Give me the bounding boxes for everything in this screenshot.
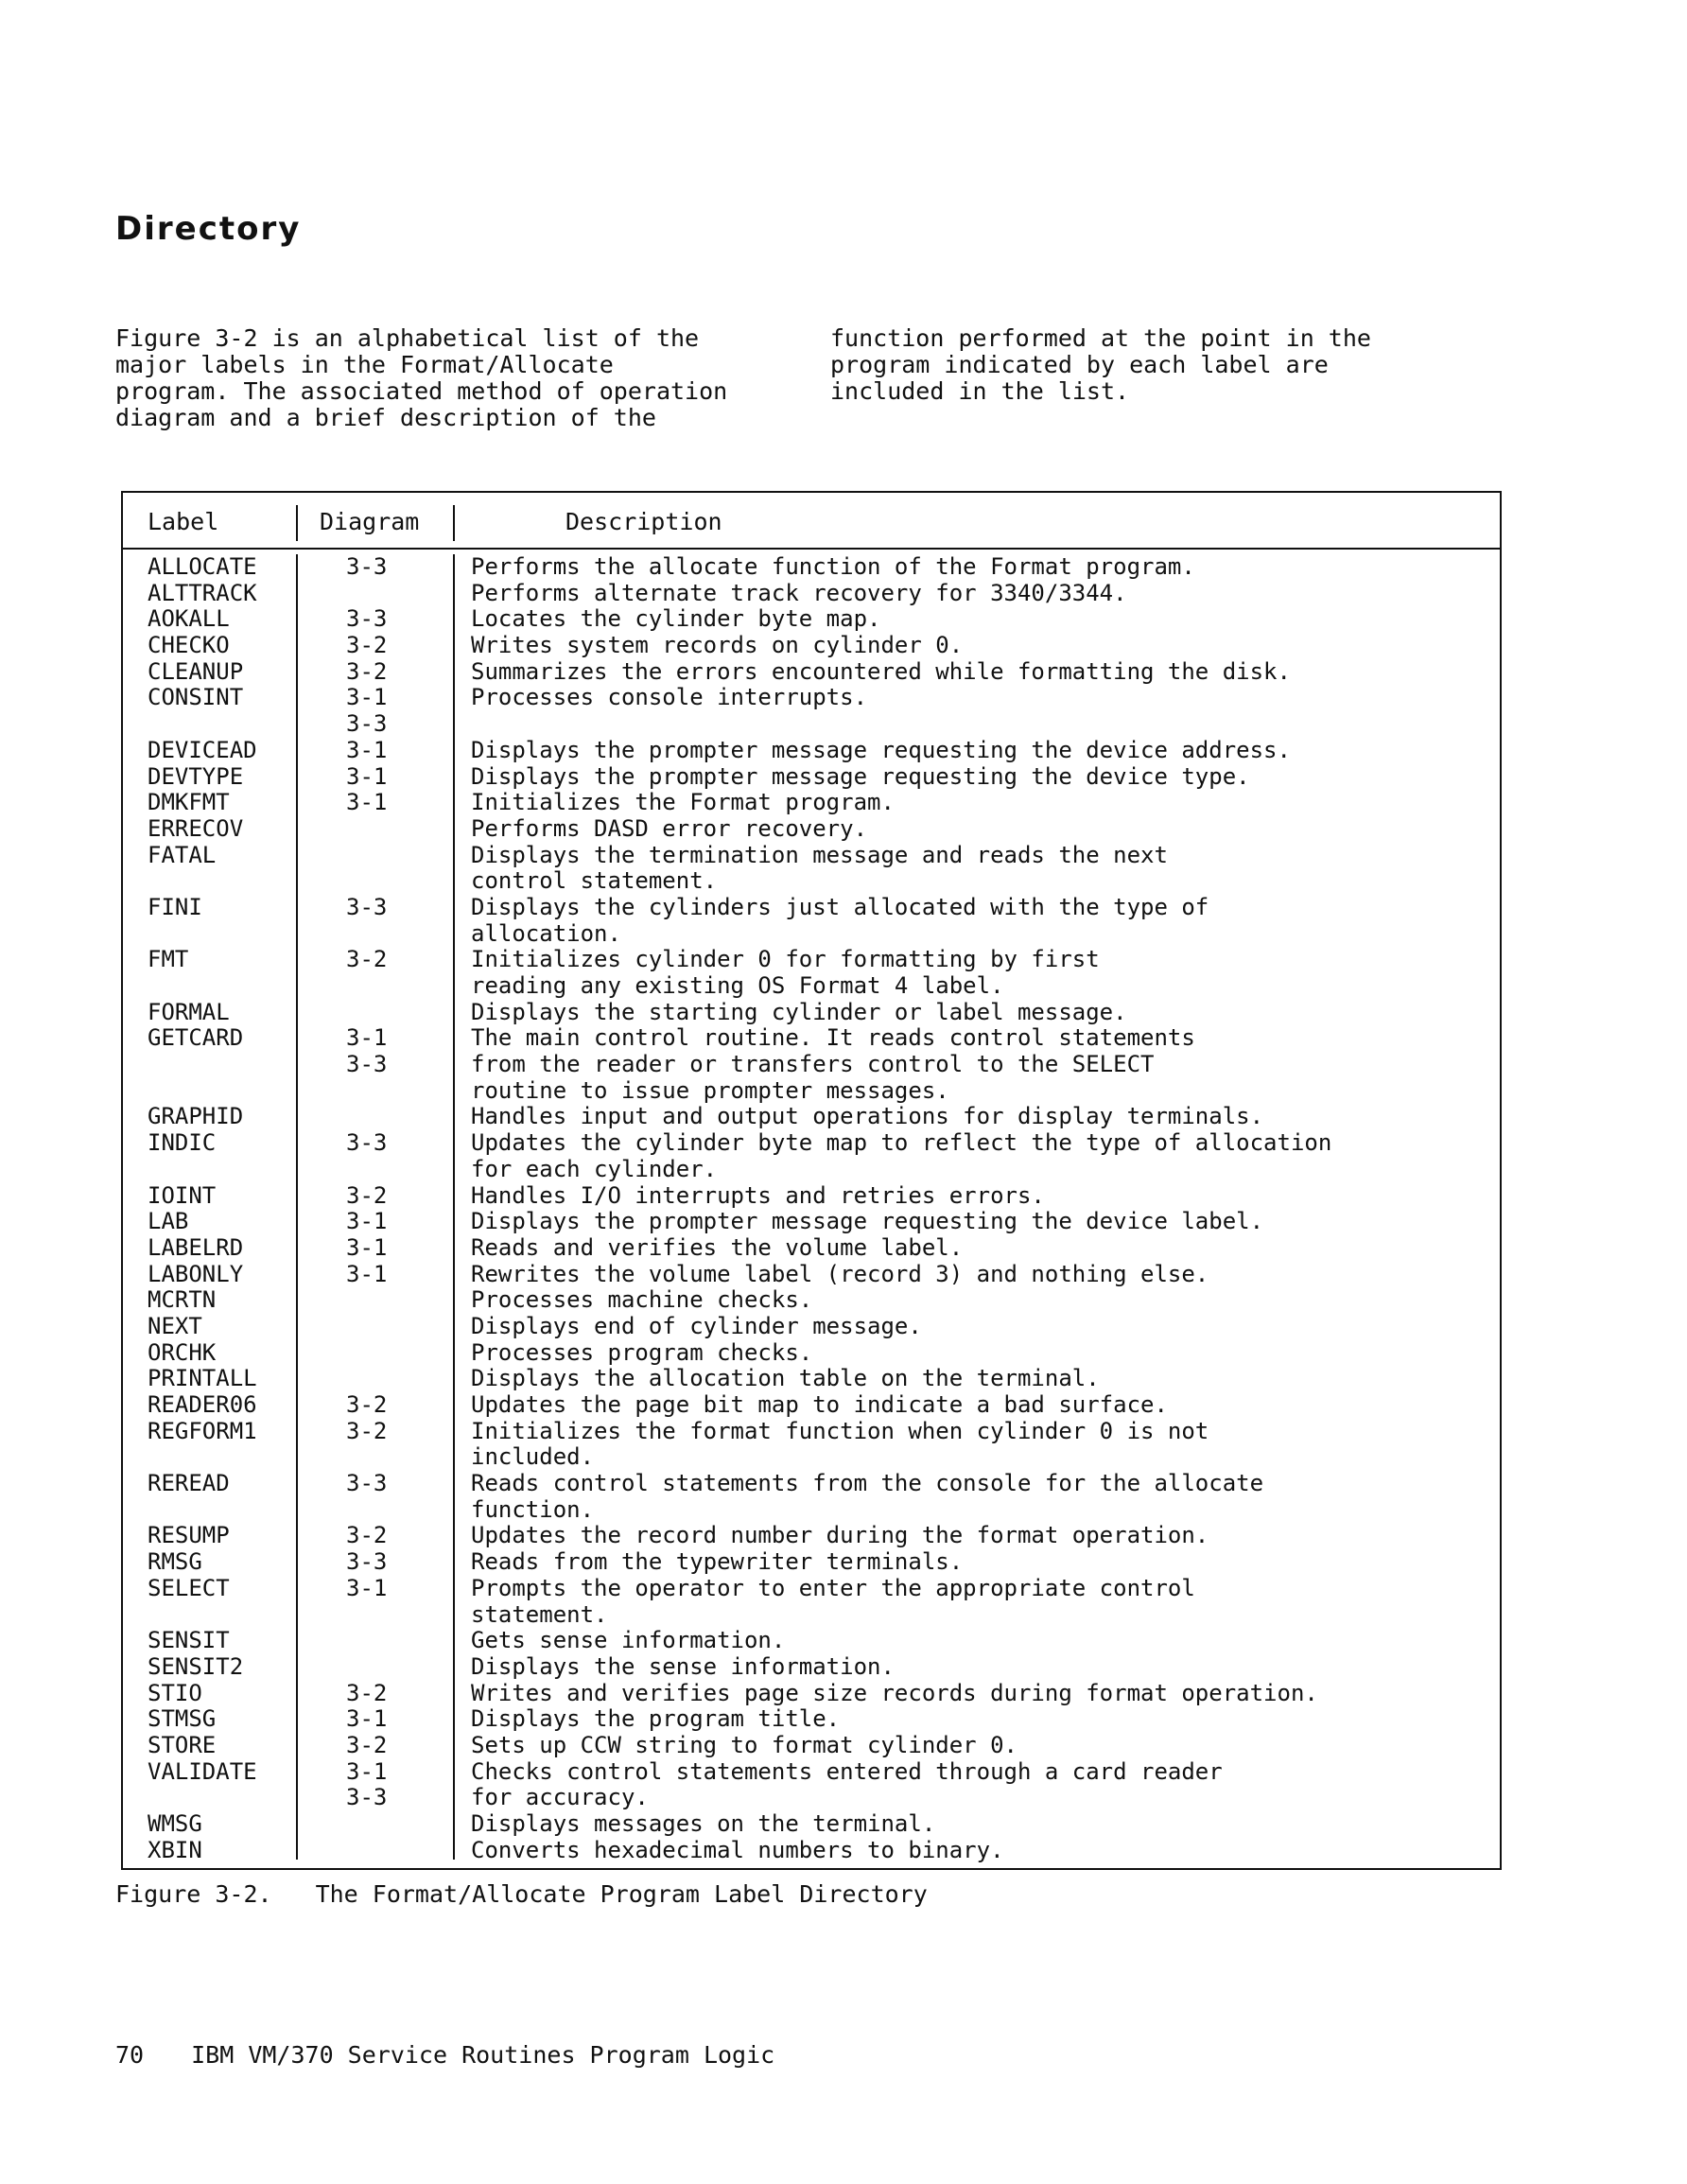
intro-line: Figure 3-2 is an alphabetical list of the — [115, 324, 700, 352]
row-label: RESUMP — [148, 1522, 230, 1549]
row-description: function. — [471, 1496, 595, 1523]
row-description: Prompts the operator to enter the appropriate control — [471, 1575, 1195, 1601]
row-label: RMSG — [148, 1548, 202, 1576]
table-row — [121, 1104, 1502, 1130]
row-diagram: 3-2 — [346, 1731, 388, 1758]
row-diagram: 3-1 — [346, 1574, 388, 1601]
row-diagram: 3-2 — [346, 1417, 388, 1444]
table-row — [121, 1471, 1502, 1497]
row-label: PRINTALL — [148, 1365, 257, 1392]
row-label: CLEANUP — [148, 657, 244, 685]
table-row — [121, 1262, 1502, 1288]
row-description: Displays the cylinders just allocated with the type of — [471, 894, 1209, 920]
row-diagram: 3-1 — [346, 736, 388, 763]
table-row — [121, 738, 1502, 764]
row-diagram: 3-3 — [346, 893, 388, 920]
row-description: control statement. — [471, 868, 718, 895]
row-diagram: 3-3 — [346, 710, 388, 738]
row-description: Initializes the Format program. — [471, 790, 895, 816]
row-label: AOKALL — [148, 605, 230, 633]
intro-line: program indicated by each label are — [830, 351, 1329, 378]
table-row — [121, 816, 1502, 843]
table-row — [121, 1811, 1502, 1838]
table-row — [121, 1444, 1502, 1471]
table-row — [121, 1497, 1502, 1524]
row-diagram: 3-2 — [346, 1679, 388, 1706]
table-row — [121, 1025, 1502, 1052]
row-description: reading any existing OS Format 4 label. — [471, 973, 1004, 999]
row-description: Processes console interrupts. — [471, 685, 868, 711]
row-description: Performs alternate track recovery for 3340/3344. — [471, 580, 1127, 606]
table-row — [121, 1366, 1502, 1392]
row-diagram: 3-1 — [346, 684, 388, 711]
row-description: included. — [471, 1444, 595, 1471]
row-description: The main control routine. It reads control statements — [471, 1025, 1195, 1052]
row-diagram: 3-2 — [346, 1522, 388, 1549]
row-diagram: 3-3 — [346, 1129, 388, 1157]
row-label: FORMAL — [148, 998, 230, 1025]
row-diagram: 3-3 — [346, 1470, 388, 1497]
row-description: Reads and verifies the volume label. — [471, 1234, 964, 1261]
row-description: Displays the sense information. — [471, 1653, 895, 1680]
table-row — [121, 973, 1502, 1000]
table-row — [121, 764, 1502, 791]
row-label: STORE — [148, 1731, 217, 1758]
row-description: Initializes the format function when cylinder 0 is not — [471, 1418, 1209, 1444]
row-label: REREAD — [148, 1470, 230, 1497]
row-description: Processes machine checks. — [471, 1287, 813, 1314]
section-heading: Directory — [115, 210, 302, 248]
row-description: Initializes cylinder 0 for formatting by first — [471, 947, 1100, 973]
row-diagram: 3-3 — [346, 553, 388, 580]
table-row — [121, 790, 1502, 816]
row-description: for each cylinder. — [471, 1156, 718, 1182]
table-row — [121, 1130, 1502, 1157]
table-row — [121, 1419, 1502, 1445]
table-row — [121, 581, 1502, 607]
column-divider — [453, 505, 455, 541]
row-label: FINI — [148, 893, 202, 920]
row-label: DEVTYPE — [148, 762, 244, 790]
header-label: Label — [148, 508, 219, 535]
row-description: Performs the allocate function of the Format program. — [471, 554, 1195, 580]
figure-number: Figure 3-2. — [115, 1880, 272, 1908]
row-description: Reads from the typewriter terminals. — [471, 1549, 964, 1576]
table-row — [121, 1759, 1502, 1786]
row-label: FMT — [148, 946, 189, 973]
row-description: Displays the prompter message requesting the device address. — [471, 737, 1291, 763]
row-description: Displays the termination message and reads the next — [471, 842, 1168, 868]
row-diagram: 3-1 — [346, 1208, 388, 1235]
publication-title: IBM VM/370 Service Routines Program Logic — [191, 2041, 775, 2069]
row-label: SENSIT2 — [148, 1652, 244, 1680]
table-row — [121, 1602, 1502, 1629]
table-row — [121, 685, 1502, 711]
table-row — [121, 1576, 1502, 1602]
row-description: Converts hexadecimal numbers to binary. — [471, 1837, 1004, 1863]
label-directory-rows — [121, 554, 1502, 1863]
row-diagram: 3-1 — [346, 1757, 388, 1785]
table-row — [121, 711, 1502, 738]
table-row — [121, 1000, 1502, 1026]
intro-right-column — [830, 325, 1511, 405]
table-row — [121, 895, 1502, 921]
row-description: Gets sense information. — [471, 1628, 786, 1654]
row-description: Updates the cylinder byte map to reflect the type of allocation — [471, 1130, 1332, 1157]
row-label: INDIC — [148, 1129, 217, 1157]
row-description: Displays the prompter message requesting the device type. — [471, 763, 1250, 790]
row-description: Sets up CCW string to format cylinder 0. — [471, 1732, 1017, 1758]
row-diagram: 3-1 — [346, 762, 388, 790]
page-footer — [115, 2041, 774, 2069]
row-label: CONSINT — [148, 684, 244, 711]
row-diagram: 3-3 — [346, 1051, 388, 1078]
table-row — [121, 633, 1502, 659]
row-diagram: 3-2 — [346, 1391, 388, 1418]
row-label: XBIN — [148, 1836, 202, 1863]
table-row — [121, 868, 1502, 895]
table-row — [121, 1209, 1502, 1235]
row-diagram: 3-3 — [346, 605, 388, 633]
row-label: ERRECOV — [148, 814, 244, 842]
row-description: Locates the cylinder byte map. — [471, 606, 881, 633]
header-rule — [121, 548, 1502, 550]
row-description: Displays the program title. — [471, 1706, 841, 1733]
row-label: DMKFMT — [148, 789, 230, 816]
table-row — [121, 921, 1502, 948]
intro-line: program. The associated method of operation — [115, 377, 728, 405]
row-description: Updates the record number during the format operation. — [471, 1523, 1209, 1549]
row-label: VALIDATE — [148, 1757, 257, 1785]
row-label: STMSG — [148, 1705, 217, 1733]
row-description: Displays the starting cylinder or label message. — [471, 999, 1127, 1025]
table-row — [121, 1654, 1502, 1681]
table-row — [121, 554, 1502, 581]
table-row — [121, 1549, 1502, 1576]
row-description: Writes system records on cylinder 0. — [471, 633, 964, 659]
row-label: NEXT — [148, 1312, 202, 1339]
figure-caption — [115, 1880, 928, 1908]
row-description: allocation. — [471, 920, 621, 947]
row-description: Processes program checks. — [471, 1339, 813, 1366]
row-description: Displays the allocation table on the terminal. — [471, 1366, 1100, 1392]
table-row — [121, 1681, 1502, 1707]
page-number: 70 — [115, 2041, 145, 2069]
row-description: Checks control statements entered through a card reader — [471, 1758, 1223, 1785]
table-row — [121, 1157, 1502, 1183]
row-description: Rewrites the volume label (record 3) and nothing else. — [471, 1261, 1209, 1287]
row-label: LABONLY — [148, 1260, 244, 1287]
row-diagram: 3-2 — [346, 657, 388, 685]
row-description: Summarizes the errors encountered while formatting the disk. — [471, 658, 1291, 685]
row-diagram: 3-1 — [346, 1260, 388, 1287]
row-label: SENSIT — [148, 1627, 230, 1654]
row-description: Performs DASD error recovery. — [471, 815, 868, 842]
header-diagram: Diagram — [320, 508, 420, 535]
table-row — [121, 1628, 1502, 1654]
table-row — [121, 1235, 1502, 1262]
intro-left-column — [115, 325, 787, 431]
table-row — [121, 1733, 1502, 1759]
row-label: ALTTRACK — [148, 579, 257, 606]
table-row — [121, 1706, 1502, 1733]
row-diagram: 3-1 — [346, 1233, 388, 1261]
row-diagram: 3-1 — [346, 1705, 388, 1733]
row-label: READER06 — [148, 1391, 257, 1418]
intro-line: major labels in the Format/Allocate — [115, 351, 614, 378]
intro-line: diagram and a brief description of the — [115, 404, 656, 431]
row-label: DEVICEAD — [148, 736, 257, 763]
row-label: CHECKO — [148, 632, 230, 659]
row-label: MCRTN — [148, 1286, 217, 1314]
row-description: Displays end of cylinder message. — [471, 1313, 922, 1339]
row-label: IOINT — [148, 1181, 217, 1209]
figure-title: The Format/Allocate Program Label Directory — [315, 1880, 928, 1908]
header-description: Description — [565, 508, 722, 535]
row-diagram: 3-1 — [346, 1024, 388, 1052]
table-row — [121, 1314, 1502, 1340]
table-row — [121, 1340, 1502, 1367]
table-row — [121, 1523, 1502, 1549]
row-label: GRAPHID — [148, 1103, 244, 1130]
row-diagram: 3-1 — [346, 789, 388, 816]
intro-line: included in the list. — [830, 377, 1130, 405]
row-diagram: 3-2 — [346, 632, 388, 659]
row-description: for accuracy. — [471, 1785, 649, 1811]
row-diagram: 3-3 — [346, 1548, 388, 1576]
row-label: FATAL — [148, 841, 217, 868]
table-row — [121, 1785, 1502, 1811]
table-row — [121, 659, 1502, 686]
row-description: routine to issue prompter messages. — [471, 1077, 949, 1104]
column-divider — [296, 505, 298, 541]
table-row — [121, 1052, 1502, 1078]
table-row — [121, 606, 1502, 633]
row-label: ORCHK — [148, 1338, 217, 1366]
row-diagram: 3-2 — [346, 946, 388, 973]
row-label: SELECT — [148, 1574, 230, 1601]
row-description: Writes and verifies page size records during format operation. — [471, 1680, 1318, 1706]
table-row — [121, 947, 1502, 973]
table-row — [121, 843, 1502, 869]
row-label: REGFORM1 — [148, 1417, 257, 1444]
row-description: Handles I/O interrupts and retries errors. — [471, 1182, 1045, 1209]
table-row — [121, 1392, 1502, 1419]
row-label: GETCARD — [148, 1024, 244, 1052]
row-diagram: 3-3 — [346, 1784, 388, 1811]
row-label: LABELRD — [148, 1233, 244, 1261]
table-row — [121, 1287, 1502, 1314]
row-description: Updates the page bit map to indicate a bad surface. — [471, 1392, 1168, 1418]
table-row — [121, 1183, 1502, 1210]
row-diagram: 3-2 — [346, 1181, 388, 1209]
row-label: WMSG — [148, 1810, 202, 1837]
row-description: Displays messages on the terminal. — [471, 1811, 936, 1837]
row-label: STIO — [148, 1679, 202, 1706]
row-description: statement. — [471, 1601, 608, 1628]
row-description: Handles input and output operations for display terminals. — [471, 1104, 1264, 1130]
row-description: Displays the prompter message requesting the device label. — [471, 1209, 1264, 1235]
row-label: ALLOCATE — [148, 553, 257, 580]
row-label: LAB — [148, 1208, 189, 1235]
intro-line: function performed at the point in the — [830, 324, 1371, 352]
row-description: Reads control statements from the console for the allocate — [471, 1471, 1264, 1497]
table-row — [121, 1838, 1502, 1864]
row-description: from the reader or transfers control to the SELECT — [471, 1052, 1155, 1078]
table-row — [121, 1078, 1502, 1105]
